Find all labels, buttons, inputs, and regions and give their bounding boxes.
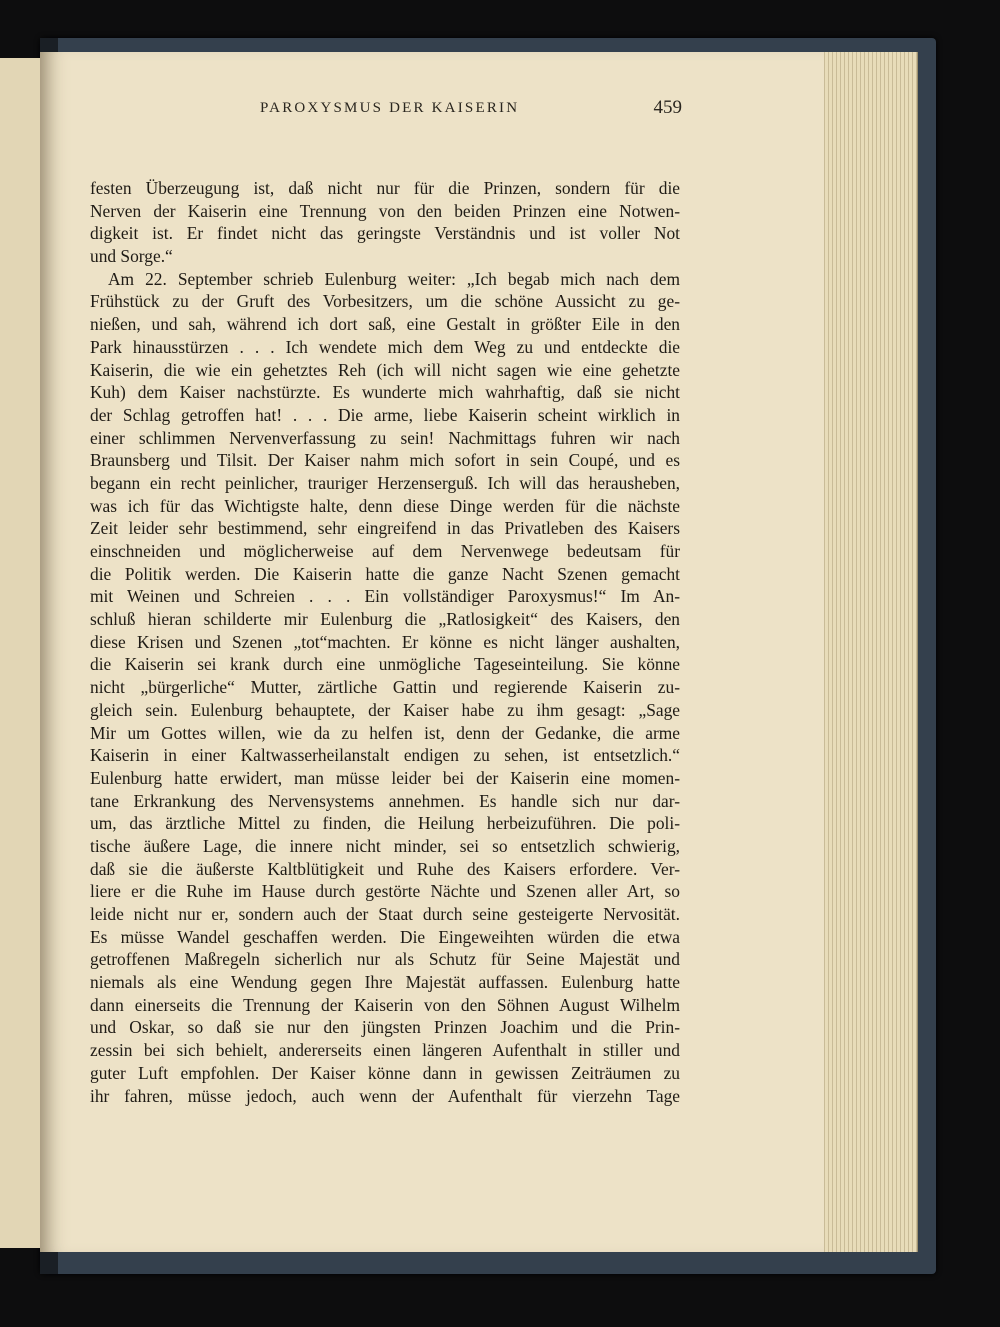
text-line: schluß hieran schilderte mir Eulenburg die „Ratlosigkeit“ des Kaisers, den (90, 609, 680, 630)
text-line: zessin bei sich behielt, andererseits einen längeren Aufenthalt in stiller und (90, 1040, 680, 1061)
text-line: diese Krisen und Szenen „tot“machten. Er könne es nicht länger aushalten, (90, 631, 680, 652)
running-title: PAROXYSMUS DER KAISERIN (260, 100, 520, 116)
text-line: einer schlimmen Nervenverfassung zu sein! Nachmittags fuhren wir nach (90, 427, 680, 448)
page-number: 459 (653, 97, 682, 118)
text-line: liere er die Ruhe im Hause durch gestörte Nächte und Szenen aller Art, so (90, 881, 680, 902)
text-line: nicht „bürgerliche“ Mutter, zärtliche Gattin und regierende Kaiserin zu- (90, 677, 680, 698)
text-line: gleich sein. Eulenburg behauptete, der Kaiser habe zu ihm gesagt: „Sage (90, 699, 680, 720)
text-line: nießen, und sah, während ich dort saß, eine Gestalt in größter Eile in den (90, 314, 680, 335)
text-line: Mir um Gottes willen, wie da zu helfen ist, denn der Gedanke, die arme (90, 722, 680, 743)
text-line: die Kaiserin sei krank durch eine unmögliche Tageseinteilung. Sie könne (90, 654, 680, 675)
text-line: Kaiserin in einer Kaltwasserheilanstalt endigen zu sehen, ist entsetzlich.“ (90, 745, 680, 766)
text-line: einschneiden und möglicherweise auf dem Nervenwege bedeutsam für (90, 541, 680, 561)
text-line: mit Weinen und Schreien . . . Ein vollständiger Paroxysmus!“ Im An- (90, 586, 680, 607)
text-line: Braunsberg und Tilsit. Der Kaiser nahm mich sofort in sein Coupé, und es (90, 450, 680, 471)
page-block-edge (820, 52, 918, 1252)
text-line: getroffenen Maßregeln sicherlich nur als Schutz für Seine Majestät und (90, 949, 680, 970)
text-line: Es müsse Wandel geschaffen werden. Die Eingeweihten würden die etwa (90, 926, 680, 947)
text-line: Park hinausstürzen . . . Ich wendete mich dem Weg zu und entdeckte die (90, 336, 680, 357)
text-line: Eulenburg hatte erwidert, man müsse leider bei der Kaiserin eine momen- (90, 767, 680, 788)
left-page-edge (0, 58, 43, 1248)
text-line: Nerven der Kaiserin eine Trennung von den beiden Prinzen eine Notwen- (90, 200, 680, 221)
running-head (218, 97, 686, 124)
text-line: festen Überzeugung ist, daß nicht nur für die Prinzen, sondern für die (90, 178, 680, 198)
text-line: leide nicht nur er, sondern auch der Staat durch seine gesteigerte Nervosität. (90, 904, 680, 924)
text-line: Kuh) dem Kaiser nachstürzte. Es wunderte mich wahrhaftig, daß sie nicht (90, 382, 680, 403)
text-line: Am 22. September schrieb Eulenburg weiter: „Ich begab mich nach dem (108, 268, 680, 289)
text-line: um, das ärztliche Mittel zu finden, die Heilung herbeizuführen. Die poli- (90, 813, 680, 834)
text-line: dann einerseits die Trennung der Kaiserin von den Söhnen August Wilhelm (90, 994, 680, 1015)
text-line: der Schlag getroffen hat! . . . Die arme, liebe Kaiserin scheint wirklich in (90, 404, 680, 425)
text-line: ihr fahren, müsse jedoch, auch wenn der Aufenthalt für vierzehn Tage (90, 1085, 680, 1106)
text-line: tische äußere Lage, die innere nicht minder, sei so entsetzlich schwierig, (90, 835, 680, 856)
text-line: und Sorge.“ (90, 246, 173, 267)
body-text (90, 177, 680, 1107)
text-line: daß sie die äußerste Kaltblütigkeit und Ruhe des Kaisers erfordere. Ver- (90, 858, 680, 879)
text-line: Zeit leider sehr bestimmend, sehr eingreifend in das Privatleben des Kaisers (90, 518, 680, 539)
text-line: digkeit ist. Er findet nicht das geringste Verständnis und ist voller Not (90, 223, 680, 244)
text-line: begann ein recht peinlicher, trauriger Herzenserguß. Ich will das herausheben, (90, 472, 680, 493)
text-line: guter Luft empfohlen. Der Kaiser könne dann in gewissen Zeiträumen zu (90, 1062, 680, 1083)
text-line: Frühstück zu der Gruft des Vorbesitzers, um die schöne Aussicht zu ge- (90, 291, 680, 312)
text-line: niemals als eine Wendung gegen Ihre Majestät auffassen. Eulenburg hatte (90, 972, 680, 993)
text-line: tane Erkrankung des Nervensystems annehmen. Es handle sich nur dar- (90, 790, 680, 811)
text-line: was ich für das Wichtigste halte, denn diese Dinge werden für die nächste (90, 495, 680, 516)
text-line: Kaiserin, die wie ein gehetztes Reh (ich will nicht sagen wie eine gehetzte (90, 359, 680, 380)
text-line: die Politik werden. Die Kaiserin hatte die ganze Nacht Szenen gemacht (90, 563, 680, 584)
text-line: und Oskar, so daß sie nur den jüngsten Prinzen Joachim und die Prin- (90, 1017, 680, 1038)
